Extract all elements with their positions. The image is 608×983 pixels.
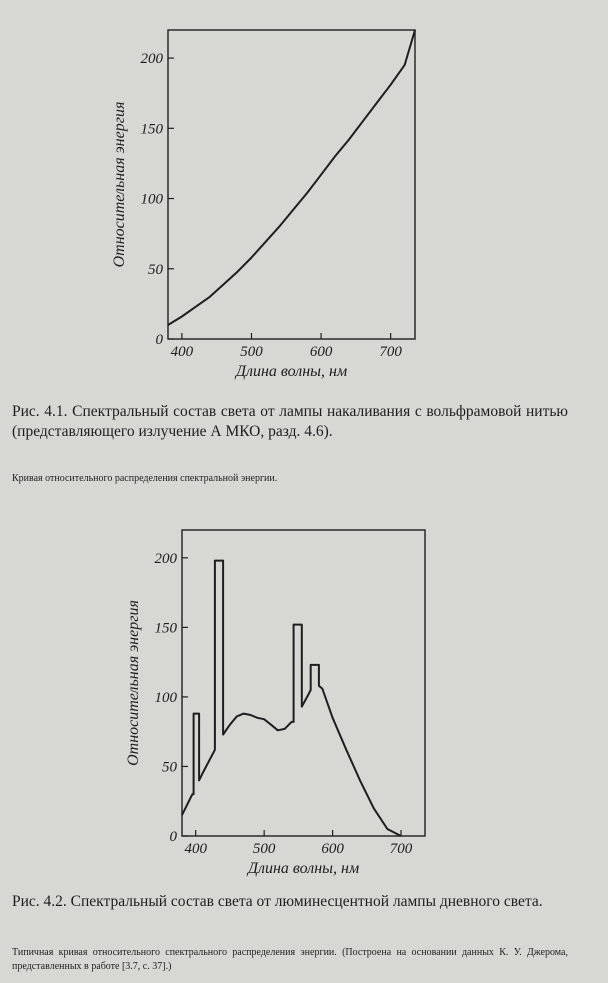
- figure-4-1-chart: [0, 0, 608, 405]
- y-tick-label-1: 50: [148, 261, 163, 278]
- x-tick-label-2: 600: [321, 841, 344, 857]
- figure-4-1-caption-text: Спектральный состав света от лампы накаливания с вольфрамовой нитью (представляющего излучение А МКО, разд. 4.6).: [12, 403, 569, 440]
- y-axis-label: Относительная энергия: [111, 101, 128, 268]
- figure-4-2-caption-label: Рис. 4.2.: [12, 893, 67, 910]
- spectral-curve-2: [182, 561, 401, 836]
- y-tick-label-2: 100: [140, 191, 163, 208]
- figure-4-1-caption: [12, 402, 568, 442]
- x-tick-label-0: 400: [184, 841, 207, 857]
- y-tick-label-0: 0: [169, 829, 177, 845]
- plot-frame: [168, 30, 415, 339]
- figure-4-2-note: Типичная кривая относительного спектрального распределения энергии. (Построена на основании данных К. У. Джерома, представленных в работе [3.7, с. 37].): [12, 947, 568, 972]
- figure-4-2-chart: [0, 520, 608, 895]
- x-tick-label-3: 700: [379, 344, 402, 360]
- y-tick-label-3: 150: [140, 121, 163, 138]
- chart-4-1-svg: [0, 0, 608, 400]
- x-axis-label: Длина волны, нм: [247, 860, 360, 877]
- x-tick-label-1: 500: [252, 841, 276, 857]
- spectral-curve-1: [168, 30, 415, 325]
- figure-4-1-caption-label: Рис. 4.1.: [12, 403, 68, 420]
- figure-4-2-caption: [12, 892, 568, 912]
- x-axis-label: Длина волны, нм: [235, 363, 348, 380]
- y-tick-label-4: 200: [154, 550, 177, 567]
- x-tick-label-2: 600: [309, 344, 333, 360]
- x-tick-label-3: 700: [389, 841, 413, 857]
- plot-frame: [182, 530, 425, 836]
- x-tick-label-1: 500: [240, 344, 263, 360]
- y-tick-label-2: 100: [154, 689, 177, 706]
- y-tick-label-1: 50: [162, 759, 177, 776]
- y-tick-label-4: 200: [140, 51, 163, 68]
- y-axis-label: Относительная энергия: [125, 600, 142, 766]
- y-tick-label-0: 0: [155, 332, 163, 348]
- chart-4-2-svg: [0, 520, 608, 890]
- x-tick-label-0: 400: [170, 344, 194, 360]
- y-tick-label-3: 150: [154, 620, 177, 637]
- figure-4-1-note: Кривая относительного распределения спектральной энергии.: [12, 473, 278, 484]
- figure-4-2-caption-text: Спектральный состав света от люминесцентной лампы дневного света.: [70, 893, 543, 910]
